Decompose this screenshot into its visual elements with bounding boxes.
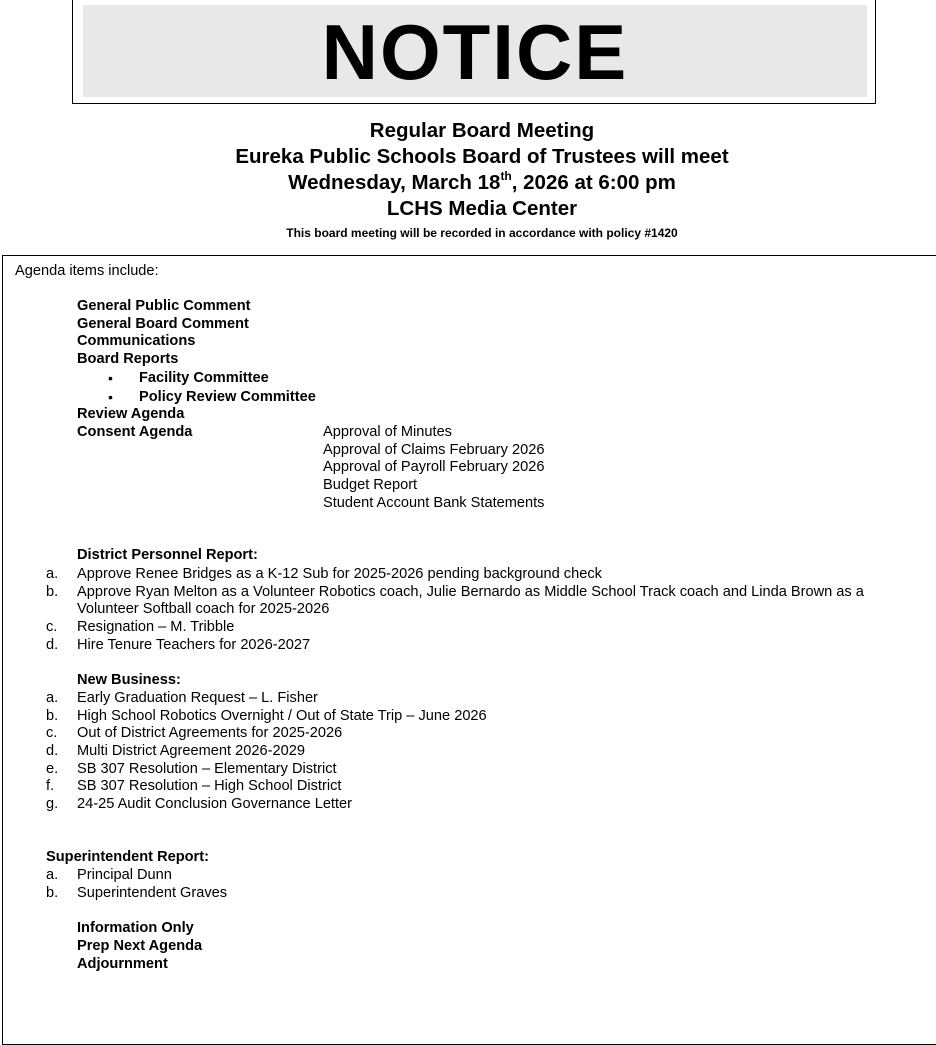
notice-banner-fill: [83, 5, 867, 97]
bullet-icon: •: [108, 389, 113, 405]
meeting-type: Regular Board Meeting: [369, 119, 595, 142]
consent-item: Approval of Claims February 2026: [323, 442, 545, 458]
meeting-date-time: , 2026 at 6:00 pm: [511, 171, 676, 194]
list-letter: c.: [46, 725, 58, 741]
new-business-item: High School Robotics Overnight / Out of State Trip – June 2026: [77, 708, 487, 724]
board-report-item: Facility Committee: [139, 370, 269, 386]
closing-item: Adjournment: [77, 956, 168, 972]
consent-item: Approval of Payroll February 2026: [323, 459, 545, 475]
list-letter: b.: [46, 708, 59, 724]
new-business-item: 24-25 Audit Conclusion Governance Letter: [77, 796, 353, 812]
agenda-item: General Board Comment: [77, 316, 249, 332]
board-report-item: Policy Review Committee: [139, 389, 316, 405]
meeting-board: Eureka Public Schools Board of Trustees will meet: [235, 145, 729, 168]
personnel-item: Resignation – M. Tribble: [77, 619, 235, 635]
personnel-item: Hire Tenure Teachers for 2026-2027: [77, 637, 311, 653]
list-letter: a.: [46, 566, 59, 582]
consent-agenda-label: Consent Agenda: [77, 424, 193, 440]
closing-item: Prep Next Agenda: [77, 938, 203, 954]
consent-item: Budget Report: [323, 477, 418, 493]
bullet-icon: •: [108, 370, 113, 386]
list-letter: f.: [46, 778, 55, 794]
new-business-item: SB 307 Resolution – Elementary District: [77, 761, 337, 777]
new-business-item: SB 307 Resolution – High School District: [77, 778, 342, 794]
superintendent-item: Superintendent Graves: [77, 885, 228, 901]
consent-item: Student Account Bank Statements: [323, 495, 545, 511]
personnel-heading: District Personnel Report:: [77, 547, 258, 563]
list-letter: d.: [46, 637, 59, 653]
list-letter: e.: [46, 761, 59, 777]
list-letter: d.: [46, 743, 59, 759]
superintendent-heading: Superintendent Report:: [46, 849, 209, 865]
recording-note: This board meeting will be recorded in accordance with policy #1420: [286, 226, 678, 240]
list-letter: a.: [46, 867, 59, 883]
superintendent-item: Principal Dunn: [77, 867, 172, 883]
meeting-header: [0, 118, 936, 242]
new-business-heading: New Business:: [77, 672, 181, 688]
notice-title: NOTICE: [321, 8, 629, 96]
list-letter: c.: [46, 619, 58, 635]
personnel-item: Approve Ryan Melton as a Volunteer Robotics coach, Julie Bernardo as Middle School Track coach and Linda Brown as a: [77, 584, 864, 600]
meeting-date: [0, 170, 936, 196]
list-letter: b.: [46, 885, 59, 901]
closing-item: Information Only: [77, 920, 194, 936]
personnel-item: Approve Renee Bridges as a K-12 Sub for 2025-2026 pending background check: [77, 566, 602, 582]
review-agenda: Review Agenda: [77, 406, 185, 422]
personnel-item-continued: Volunteer Softball coach for 2025-2026: [77, 601, 330, 617]
new-business-item: Out of District Agreements for 2025-2026: [77, 725, 343, 741]
notice-banner: [72, 0, 876, 104]
agenda-item: General Public Comment: [77, 298, 251, 314]
list-letter: a.: [46, 690, 59, 706]
list-letter: g.: [46, 796, 59, 812]
agenda-intro: Agenda items include:: [15, 263, 159, 279]
agenda-item: Board Reports: [77, 351, 179, 367]
meeting-location: LCHS Media Center: [386, 197, 578, 220]
meeting-date-main: Wednesday, March 18: [288, 171, 501, 194]
new-business-item: Early Graduation Request – L. Fisher: [77, 690, 318, 706]
new-business-item: Multi District Agreement 2026-2029: [77, 743, 305, 759]
agenda-item: Communications: [77, 333, 196, 349]
consent-item: Approval of Minutes: [323, 424, 452, 440]
list-letter: b.: [46, 584, 59, 600]
meeting-date-suffix: th: [500, 169, 512, 184]
